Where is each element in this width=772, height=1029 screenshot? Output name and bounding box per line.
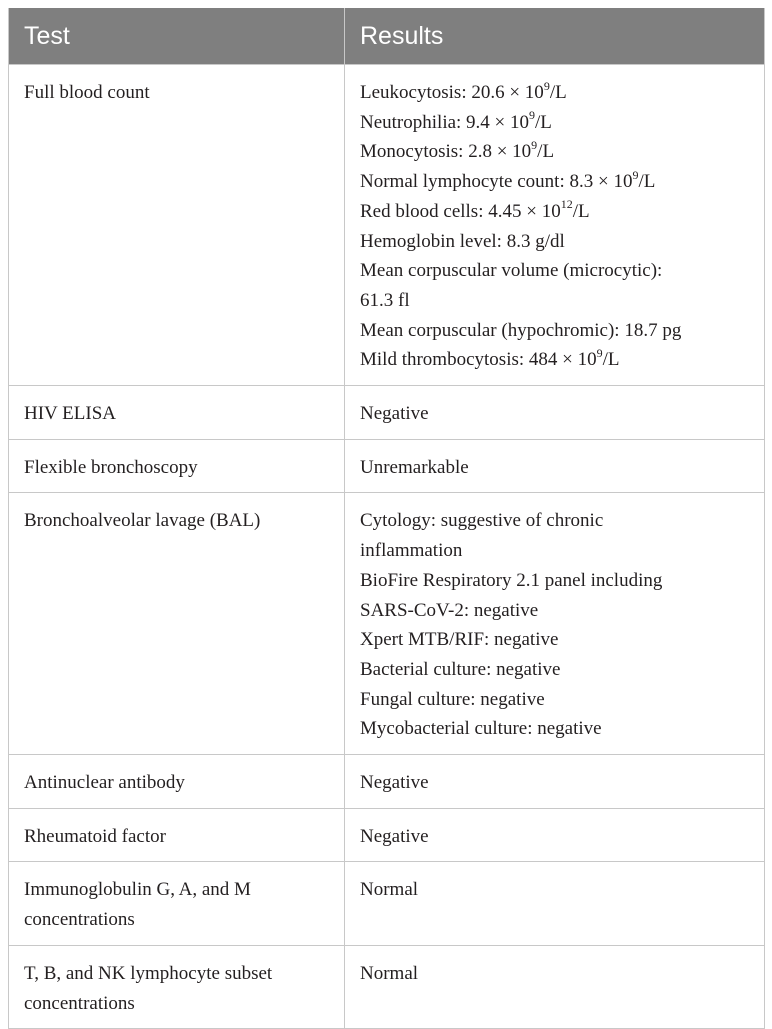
- test-name: HIV ELISA: [24, 403, 117, 425]
- result-line: [360, 875, 754, 905]
- test-name-cell: [9, 755, 345, 809]
- table-row: [9, 439, 765, 493]
- header-row: [9, 8, 765, 65]
- result-unit: /L: [535, 111, 552, 133]
- result-exponent: 9: [596, 346, 603, 360]
- result-text: Hemoglobin level: 8.3 g/dl: [360, 230, 565, 252]
- test-name: T, B, and NK lymphocyte subset concentrations: [24, 962, 273, 1014]
- result-line: [360, 506, 754, 536]
- result-cell: [345, 945, 765, 1028]
- result-text: Bacterial culture: negative: [360, 658, 561, 680]
- result-line: [360, 685, 754, 715]
- result-cell: [345, 65, 765, 386]
- result-line: [360, 167, 754, 197]
- result-line: [360, 822, 754, 852]
- test-name-cell: [9, 439, 345, 493]
- header-test: Test: [9, 8, 345, 65]
- result-exponent: 9: [531, 138, 538, 153]
- result-line: [360, 256, 754, 286]
- result-exponent: 9: [543, 78, 550, 93]
- result-unit: /L: [537, 141, 555, 163]
- result-line: [360, 137, 754, 167]
- result-line: [360, 453, 754, 483]
- result-line: [360, 959, 754, 989]
- result-exponent: 12: [560, 197, 573, 212]
- test-name: Flexible bronchoscopy: [24, 456, 198, 478]
- result-cell: [345, 755, 765, 809]
- result-line: [360, 345, 754, 375]
- result-line: [360, 78, 754, 108]
- result-text: Unremarkable: [360, 456, 469, 478]
- result-line: [360, 108, 754, 138]
- result-line: [360, 227, 754, 257]
- test-name-cell: [9, 945, 345, 1028]
- results-table: [8, 8, 765, 1029]
- table-row: [9, 65, 765, 386]
- result-line: [360, 316, 754, 346]
- result-exponent: 9: [529, 108, 536, 123]
- table-row: [9, 493, 765, 755]
- result-text: Monocytosis: 2.8 × 10: [360, 141, 532, 163]
- result-text: Normal: [360, 962, 419, 984]
- table-row: [9, 862, 765, 945]
- result-text: Negative: [360, 772, 429, 794]
- test-name: Rheumatoid factor: [24, 825, 166, 847]
- test-name-cell: [9, 65, 345, 386]
- table-row: [9, 945, 765, 1028]
- result-text: Mild thrombocytosis: 484 × 10: [360, 349, 597, 371]
- result-line: [360, 714, 754, 744]
- result-unit: /L: [572, 200, 590, 222]
- result-text: SARS-CoV-2: negative: [360, 599, 539, 621]
- result-line: [360, 536, 754, 566]
- result-text: Negative: [360, 403, 429, 425]
- test-name: Immunoglobulin G, A, and M concentrations: [24, 879, 251, 931]
- result-text: BioFire Respiratory 2.1 panel including: [360, 569, 663, 591]
- test-name-cell: [9, 386, 345, 440]
- result-text: Mean corpuscular volume (microcytic):: [360, 260, 663, 282]
- table-row: [9, 386, 765, 440]
- test-name-cell: [9, 808, 345, 862]
- result-unit: /L: [638, 171, 656, 193]
- result-text: Cytology: suggestive of chronic: [360, 510, 604, 532]
- result-cell: [345, 439, 765, 493]
- result-line: [360, 655, 754, 685]
- result-text: Mean corpuscular (hypochromic): 18.7 pg: [360, 319, 682, 341]
- table-body: [9, 65, 765, 1029]
- result-text: Red blood cells: 4.45 × 10: [360, 200, 561, 222]
- result-text: Fungal culture: negative: [360, 688, 545, 710]
- result-cell: [345, 862, 765, 945]
- result-cell: [345, 493, 765, 755]
- test-name: Bronchoalveolar lavage (BAL): [24, 510, 261, 532]
- header-results: Results: [345, 8, 765, 65]
- result-text: 61.3 fl: [360, 289, 410, 311]
- result-text: Normal lymphocyte count: 8.3 × 10: [360, 171, 633, 193]
- result-line: [360, 566, 754, 596]
- result-unit: /L: [602, 349, 620, 371]
- result-cell: [345, 808, 765, 862]
- result-text: Mycobacterial culture: negative: [360, 718, 602, 740]
- result-line: [360, 768, 754, 798]
- test-name: Full blood count: [24, 82, 150, 103]
- result-text: Leukocytosis: 20.6 × 10: [360, 82, 544, 103]
- result-text: inflammation: [360, 540, 463, 562]
- result-unit: /L: [549, 82, 567, 103]
- table-row: [9, 808, 765, 862]
- result-text: Negative: [360, 825, 429, 847]
- result-text: Neutrophilia: 9.4 × 10: [360, 111, 530, 133]
- test-name-cell: [9, 493, 345, 755]
- test-name: Antinuclear antibody: [24, 772, 185, 794]
- result-text: Normal: [360, 879, 419, 901]
- result-line: [360, 286, 754, 316]
- test-name-cell: [9, 862, 345, 945]
- result-exponent: 9: [632, 167, 639, 182]
- result-text: Xpert MTB/RIF: negative: [360, 629, 559, 651]
- result-line: [360, 596, 754, 626]
- result-line: [360, 197, 754, 227]
- result-line: [360, 399, 754, 429]
- result-line: [360, 625, 754, 655]
- table-row: [9, 755, 765, 809]
- result-cell: [345, 386, 765, 440]
